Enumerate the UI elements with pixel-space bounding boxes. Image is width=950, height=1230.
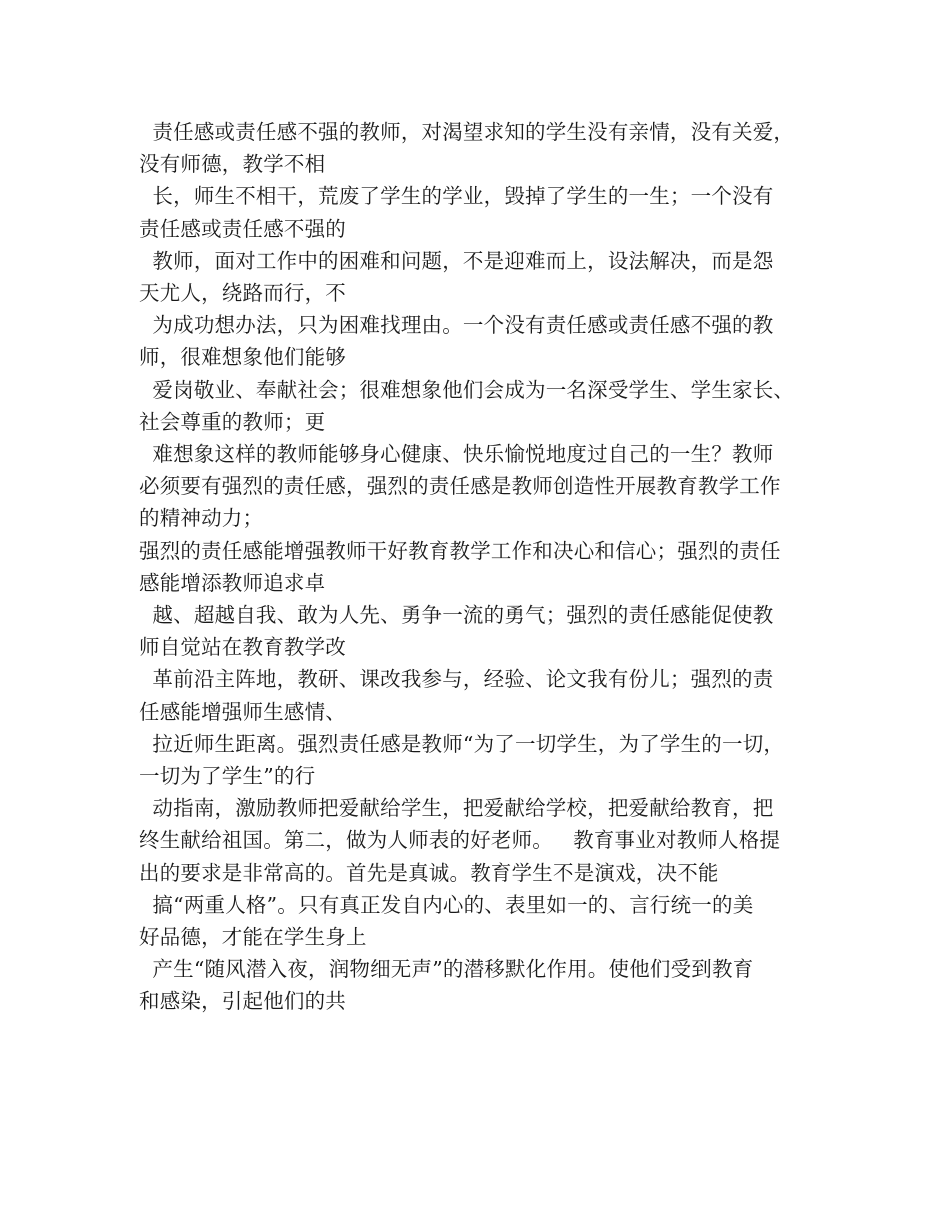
- text-line: 产生“随风潜入夜，润物细无声”的潜移默化作用。使他们受到教育: [139, 957, 754, 982]
- text-line: 责任感或责任感不强的: [139, 216, 346, 241]
- text-line: 为成功想办法，只为困难找理由。一个没有责任感或责任感不强的教: [139, 313, 774, 338]
- text-line: 爱岗敬业、奉献社会；很难想象他们会成为一名深受学生、学生家长、: [139, 377, 795, 402]
- text-line: 动指南，激励教师把爱献给学生，把爱献给学校，把爱献给教育，把: [139, 796, 774, 821]
- text-line: 师自觉站在教育教学改: [139, 635, 346, 660]
- text-line: 任感能增强师生感情、: [139, 699, 346, 724]
- text-line: 教师，面对工作中的困难和问题，不是迎难而上，设法解决，而是怨: [139, 248, 774, 273]
- text-line: 出的要求是非常高的。首先是真诚。教育学生不是演戏，决不能: [139, 860, 719, 885]
- text-line: 长，师生不相干，荒废了学生的学业，毁掉了学生的一生；一个没有: [139, 184, 774, 209]
- text-line: 感能增添教师追求卓: [139, 570, 326, 595]
- text-line: 越、超越自我、敢为人先、勇争一流的勇气；强烈的责任感能促使教: [139, 603, 774, 628]
- text-line: 一切为了学生”的行: [139, 764, 316, 789]
- text-line: 和感染，引起他们的共: [139, 989, 346, 1014]
- text-line: 没有师德，教学不相: [139, 152, 326, 177]
- text-line: 社会尊重的教师；更: [139, 409, 326, 434]
- text-line: 责任感或责任感不强的教师，对渴望求知的学生没有亲情，没有关爱，: [139, 120, 795, 144]
- text-line: 师，很难想象他们能够: [139, 345, 346, 370]
- text-line: 强烈的责任感能增强教师干好教育教学工作和决心和信心；强烈的责任: [139, 538, 781, 563]
- text-line: 必须要有强烈的责任感，强烈的责任感是教师创造性开展教育教学工作: [139, 474, 781, 499]
- text-line: 拉近师生距离。强烈责任感是教师“为了一切学生，为了学生的一切，: [139, 731, 785, 756]
- text-line: 革前沿主阵地，教研、课改我参与，经验、论文我有份儿；强烈的责: [139, 667, 774, 692]
- text-line: 的精神动力；: [139, 506, 264, 531]
- text-line: 搞“两重人格”。只有真正发自内心的、表里如一的、言行统一的美: [139, 892, 754, 917]
- body-text: [139, 116, 839, 1018]
- text-line: 好品德，才能在学生身上: [139, 925, 367, 950]
- text-line: 难想象这样的教师能够身心健康、快乐愉悦地度过自己的一生？教师: [139, 442, 774, 467]
- text-line: 天尤人，绕路而行，不: [139, 281, 346, 306]
- text-line: 终生献给祖国。第二，做为人师表的好老师。 教育事业对教师人格提: [139, 828, 781, 853]
